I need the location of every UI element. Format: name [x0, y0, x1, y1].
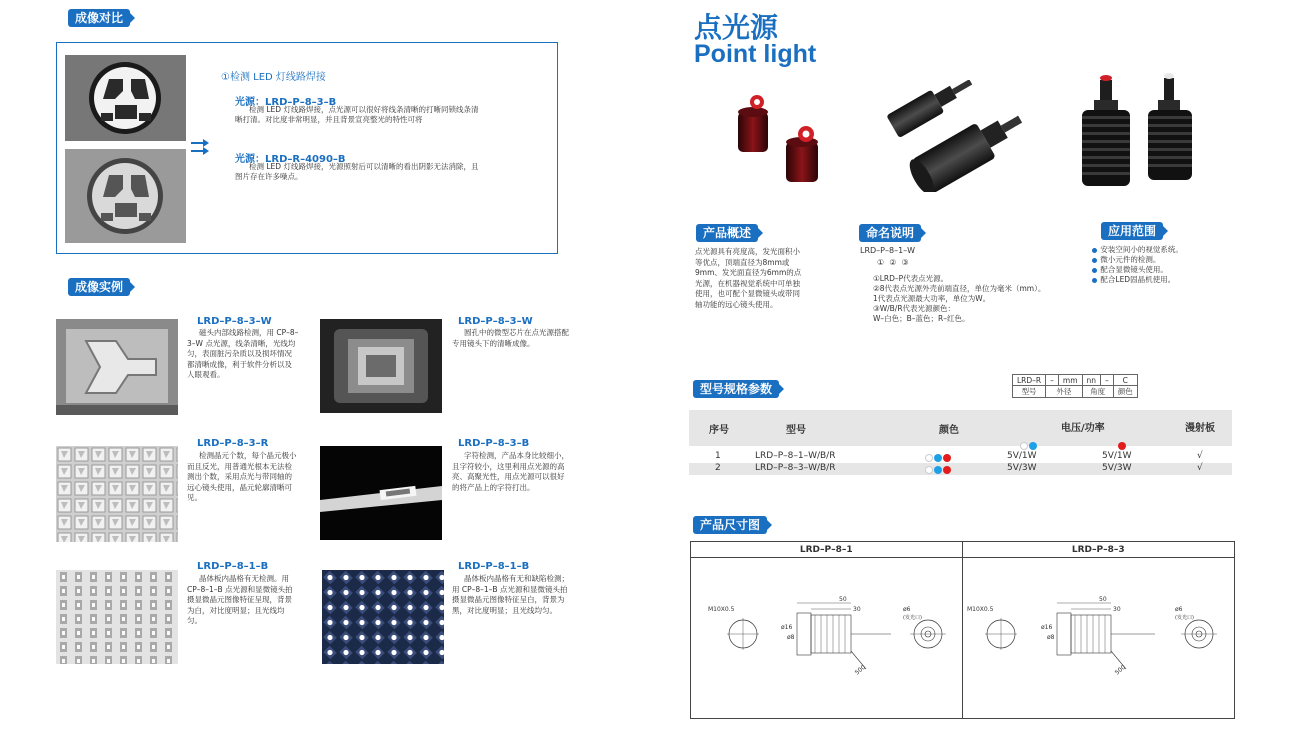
table-row [689, 463, 1232, 475]
examples-tag: 成像实例 [68, 278, 130, 296]
legend-cell: 颜色 [1113, 386, 1137, 398]
dim-cable-length: 500 [1113, 663, 1127, 677]
dimension-drawing-1 [691, 542, 963, 718]
table-row [689, 451, 1232, 463]
naming-line-5: W–白色；B–蓝色；R–红色。 [873, 314, 970, 323]
row-no: 2 [715, 463, 721, 473]
example-model-4: LRD–P–8–3–B [458, 438, 530, 449]
example-model-5: LRD–P–8–1–B [197, 561, 269, 572]
led-photo-top [65, 55, 186, 141]
product-image-heatsink-lights [1078, 72, 1206, 190]
page-title-en: Point light [694, 40, 817, 68]
dim-tip-note: (发光口) [903, 615, 922, 621]
naming-lines [873, 274, 1045, 324]
example-desc-2: 圆孔中的微型芯片在点光源搭配专用镜头下的清晰成像。 [452, 328, 569, 348]
spec-table-header [689, 410, 1232, 446]
spec-tag: 型号规格参数 [693, 380, 779, 398]
legend-cell: 型号 [1013, 386, 1046, 398]
example-desc-3: 检测晶元个数，每个晶元极小而且反光，用普通光根本无法检测出个数，采用点光与带同轴的远心镜头使用，晶元轮廓清晰可见。 [187, 451, 297, 502]
comparison-source-1: 光源：LRD–P–8–3–B [235, 97, 337, 108]
product-image-red-lights [728, 92, 838, 188]
comparison-box [56, 42, 558, 254]
dim-length-2: 30 [853, 606, 861, 613]
comparison-desc-1: 检测 LED 灯线路焊接，点光源可以很好将线条清晰的打晰同锁线条清晰打清。对比度非常明显，并且背景宣亮整光的特性可将 [235, 105, 479, 124]
dimension-drawings [690, 541, 1235, 719]
row-color-dots [925, 465, 952, 475]
naming-code: LRD–P–8–1–W [860, 246, 916, 255]
comparison-desc-2: 检测 LED 灯线路焊接，光源照射后可以清晰的看出阴影无法消除，且图片存在许多噪点。 [235, 162, 479, 181]
dim-cable-spec: M10X0.5 [966, 606, 993, 613]
application-item: 配合显微镜头使用。 [1092, 265, 1183, 275]
example-desc-6: 晶体板内晶格有无和缺陷检测；用 CP–8–1–B 点光源和显微镜头拍摄显微晶元图像特征呈白，背景为黑，对比度明显；且光线均匀。 [452, 574, 569, 615]
row-power-1: 5V/3W [1007, 463, 1037, 473]
example-model-1: LRD–P–8–3–W [197, 316, 272, 327]
comparison-title: ①检测 LED 灯线路焊接 [221, 72, 326, 83]
naming-line-2: ②8代表点光源外壳前端直径，单位为毫米（mm）。 [873, 284, 1046, 293]
row-color-dots [925, 453, 952, 463]
legend-cell: nn [1082, 375, 1101, 386]
dim-length-2: 30 [1112, 606, 1121, 613]
legend-cell: mm [1058, 375, 1082, 386]
dim-diameter-2: ø8 [787, 634, 795, 641]
naming-tag: 命名说明 [859, 224, 921, 242]
overview-tag: 产品概述 [696, 224, 758, 242]
example-photo-magnetic-head [56, 319, 178, 415]
naming-line-3: 1代表点光源最大功率，单位为W。 [873, 294, 991, 303]
dim-diameter-1: ø16 [1040, 624, 1052, 631]
dimension-drawing-2 [963, 542, 1235, 718]
naming-line-4: ③W/B/R代表光源颜色： [873, 304, 956, 313]
legend-cell: 外径 [1046, 386, 1082, 398]
example-photo-character [320, 446, 442, 540]
legend-cell: LRD–R [1013, 375, 1046, 386]
header-no: 序号 [709, 425, 729, 436]
legend-cell: – [1101, 375, 1114, 386]
example-desc-5: 晶体板内晶格有无检测。用 CP–8–1–B 点光源和显微镜头拍摄显微晶元图像特征呈现，背景为白，对比度明显；且光线均匀。 [187, 574, 293, 625]
example-model-3: LRD–P–8–3–R [197, 438, 269, 449]
example-photo-crystal-white [56, 570, 178, 664]
example-desc-4: 字符检测，产品本身比较细小，且字符较小，这里利用点光源的高亮、高聚光性，用点光源可以很好的将产品上的字符打出。 [452, 451, 569, 492]
example-photo-wafer [56, 446, 178, 542]
legend-cell: 角度 [1082, 386, 1113, 398]
row-power-2: 5V/3W [1102, 463, 1132, 473]
example-model-6: LRD–P–8–1–B [458, 561, 530, 572]
dim-tip: ø6 [903, 606, 911, 613]
legend-cell: C [1113, 375, 1137, 386]
example-model-2: LRD–P–8–3–W [458, 316, 533, 327]
dim-length: 50 [1098, 596, 1107, 603]
dimension-title-2: LRD–P–8–3 [963, 542, 1235, 558]
header-color: 颜色 [939, 425, 959, 436]
row-power-1: 5V/1W [1007, 451, 1037, 461]
application-item: 微小元件的检测。 [1092, 255, 1183, 265]
legend-cell: – [1046, 375, 1059, 386]
led-photo-bottom [65, 149, 186, 243]
row-diffuser: √ [1197, 463, 1203, 473]
dim-cable-length: 500 [853, 663, 868, 677]
dim-tip-note: (发光口) [1174, 615, 1194, 621]
dim-diameter-1: ø16 [781, 624, 793, 631]
model-code-legend [1012, 374, 1138, 398]
example-photo-chip [320, 319, 442, 413]
product-image-black-lights [880, 80, 1025, 192]
application-tag: 应用范围 [1101, 222, 1163, 240]
naming-markers: ① ② ③ [877, 258, 909, 267]
header-power: 电压/功率 [1061, 423, 1105, 434]
header-model: 型号 [786, 425, 806, 436]
row-model: LRD–P–8–1–W/B/R [755, 451, 836, 461]
application-item: 安装空间小的视觉系统。 [1092, 245, 1183, 255]
application-item: 配合LED固晶机使用。 [1092, 275, 1183, 285]
row-diffuser: √ [1197, 451, 1203, 461]
dim-tip: ø6 [1174, 606, 1182, 613]
row-model: LRD–P–8–3–W/B/R [755, 463, 836, 473]
dimension-title-1: LRD–P–8–1 [691, 542, 962, 558]
header-diffuser: 漫射板 [1185, 423, 1215, 434]
dim-cable-spec: M10X0.5 [708, 606, 735, 613]
spec-table [689, 410, 1232, 475]
page-title-cn: 点光源 [694, 11, 779, 44]
comparison-tag: 成像对比 [68, 9, 130, 27]
dim-diameter-2: ø8 [1046, 634, 1054, 641]
arrow-right-icon [191, 138, 211, 156]
comparison-source-2: 光源：LRD–R–4090–B [235, 154, 346, 165]
naming-line-1: ①LRD–P代表点光源。 [873, 274, 949, 283]
row-no: 1 [715, 451, 721, 461]
application-list [1092, 245, 1183, 285]
dim-length: 50 [839, 596, 847, 603]
example-desc-1: 磁头内部线路检测，用 CP–8–3–W 点光源，线条清晰，光线均匀，表面脏污杂质以及损坏情况都清晰成像，利于软件分析以及人眼观看。 [187, 328, 299, 379]
overview-text: 点光源具有亮度高，发光面积小等优点，顶端直径为8mm或9mm、发光面直径为6mm的点光源，在机器视觉系统中可单独使用，也可配个显微镜头或带同轴功能的远心镜头使用。 [695, 247, 802, 309]
example-photo-crystal-black [322, 570, 444, 664]
dimension-tag: 产品尺寸图 [693, 516, 767, 534]
row-power-2: 5V/1W [1102, 451, 1132, 461]
